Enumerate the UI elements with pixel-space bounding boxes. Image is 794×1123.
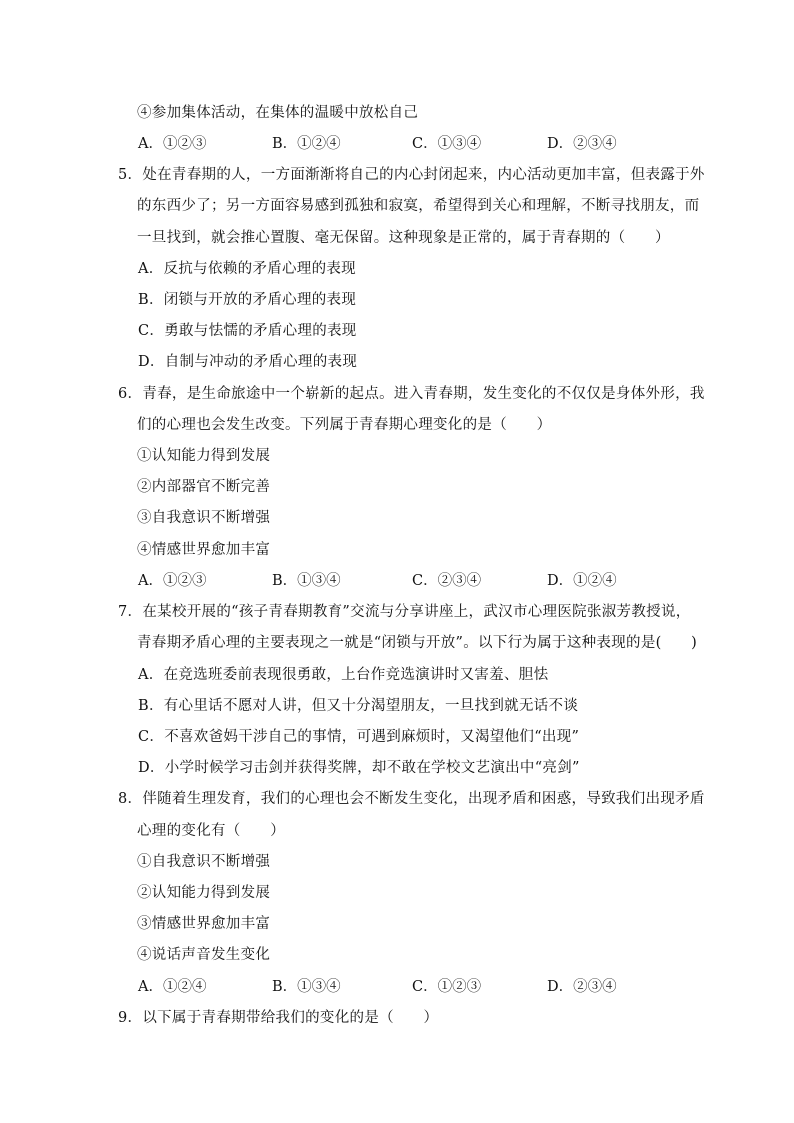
- q6-stem-line-2: 们的心理也会发生改变。下列属于青春期心理变化的是（ ）: [137, 417, 552, 433]
- q8-item-3: ③情感世界愈加丰富: [137, 916, 271, 932]
- q8-choice-b: B．①③④: [272, 979, 341, 995]
- q6-item-4: ④情感世界愈加丰富: [137, 542, 271, 558]
- q5-stem-line-3: 一旦找到，就会推心置腹、毫无保留。这种现象是正常的，属于青春期的（ ）: [137, 230, 670, 246]
- q4-item-4: ④参加集体活动，在集体的温暖中放松自己: [137, 105, 419, 121]
- q7-option-c: C．不喜欢爸妈干涉自己的事情，可遇到麻烦时，又渴望他们“出现”: [138, 729, 580, 745]
- q4-choice-c: C．①③④: [412, 136, 482, 152]
- q6-choice-a: A．①②③: [138, 573, 207, 589]
- q8-stem-line-1: 8．伴随着生理发育，我们的心理也会不断发生变化，出现矛盾和困惑，导致我们出现矛盾: [118, 791, 705, 807]
- q4-choice-b: B．①②④: [272, 136, 341, 152]
- q7-stem-line-1: 7．在某校开展的“孩子青春期教育”交流与分享讲座上，武汉市心理医院张淑芳教授说，: [118, 604, 691, 620]
- q6-choice-c: C．②③④: [412, 573, 482, 589]
- q8-item-1: ①自我意识不断增强: [137, 854, 271, 870]
- q4-choice-d: D．②③④: [547, 136, 617, 152]
- q5-stem-line-1: 5．处在青春期的人，一方面渐渐将自己的内心封闭起来，内心活动更加丰富，但表露于外: [118, 167, 705, 183]
- q8-item-2: ②认知能力得到发展: [137, 885, 271, 901]
- q5-option-b: B．闭锁与开放的矛盾心理的表现: [138, 292, 357, 308]
- q6-choice-b: B．①③④: [272, 573, 341, 589]
- q7-stem-line-2: 青春期矛盾心理的主要表现之一就是“闭锁与开放”。以下行为属于这种表现的是( ): [137, 635, 698, 651]
- q7-option-d: D．小学时候学习击剑并获得奖牌，却不敢在学校文艺演出中“亮剑”: [138, 760, 580, 776]
- q5-option-d: D．自制与冲动的矛盾心理的表现: [138, 354, 358, 370]
- q5-option-a: A．反抗与依赖的矛盾心理的表现: [138, 261, 356, 277]
- q4-choice-a: A．①②③: [138, 136, 207, 152]
- q6-choice-d: D．①②④: [547, 573, 617, 589]
- q9-stem-line-1: 9．以下属于青春期带给我们的变化的是（ ）: [118, 1010, 439, 1026]
- q7-option-b: B．有心里话不愿对人讲，但又十分渴望朋友，一旦找到就无话不谈: [138, 698, 579, 714]
- q8-choice-d: D．②③④: [547, 979, 617, 995]
- q8-choice-c: C．①②③: [412, 979, 482, 995]
- q8-item-4: ④说话声音发生变化: [137, 947, 271, 963]
- q8-choice-a: A．①②④: [138, 979, 207, 995]
- q8-stem-line-2: 心理的变化有（ ）: [137, 823, 285, 839]
- q5-option-c: C．勇敢与怯懦的矛盾心理的表现: [138, 323, 357, 339]
- q6-stem-line-1: 6．青春，是生命旅途中一个崭新的起点。进入青春期，发生变化的不仅仅是身体外形，我: [118, 386, 705, 402]
- q7-option-a: A．在竞选班委前表现很勇敢，上台作竞选演讲时又害羞、胆怯: [138, 667, 549, 683]
- q6-item-1: ①认知能力得到发展: [137, 448, 271, 464]
- q6-item-3: ③自我意识不断增强: [137, 510, 271, 526]
- q5-stem-line-2: 的东西少了；另一方面容易感到孤独和寂寞，希望得到关心和理解，不断寻找朋友，而: [137, 198, 700, 214]
- q6-item-2: ②内部器官不断完善: [137, 479, 271, 495]
